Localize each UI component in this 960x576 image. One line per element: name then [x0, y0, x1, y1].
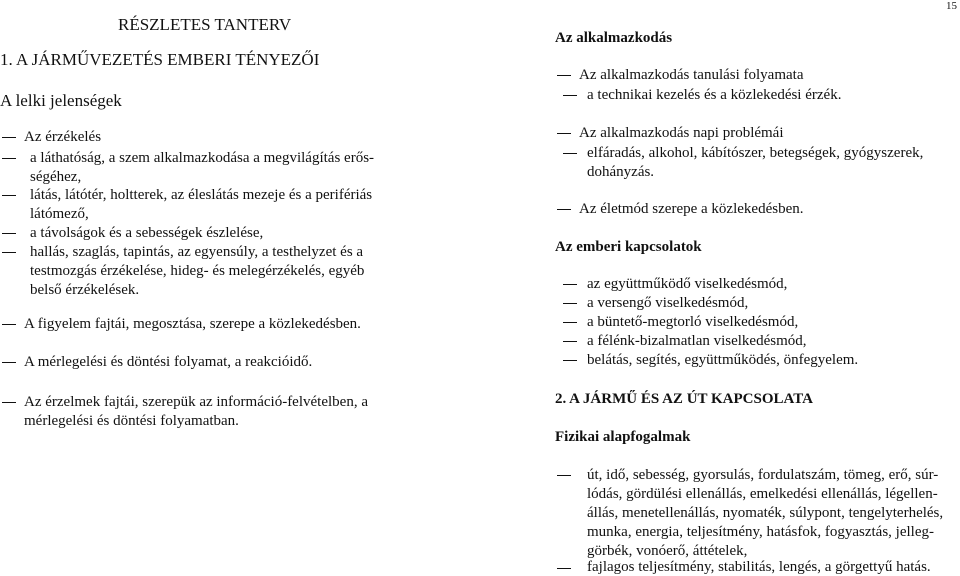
list-item: a távolságok és a sebességek észlelése,	[30, 225, 264, 241]
list-item-cont: munka, energia, teljesítmény, hatásfok, fogyasztás, jelleg-	[587, 524, 934, 540]
list-dash	[2, 233, 16, 234]
list-item-cont: látómező,	[30, 206, 89, 222]
document-title: RÉSZLETES TANTERV	[118, 15, 292, 34]
list-item-cont: görbék, vonóerő, áttételek,	[587, 543, 748, 559]
list-item-cont: ségéhez,	[30, 169, 82, 185]
list-item: Az érzelmek fajtái, szerepük az információ-felvételben, a	[24, 394, 368, 410]
list-dash	[557, 133, 571, 134]
list-item: A mérlegelési és döntési folyamat, a reakcióidő.	[24, 354, 313, 370]
section-title: A lelki jelenségek	[0, 91, 122, 110]
chapter-heading: 2. A JÁRMŰ ÉS AZ ÚT KAPCSOLATA	[555, 391, 813, 407]
list-item: látás, látótér, holtterek, az éleslátás mezeje és a perifériás	[30, 187, 373, 203]
list-dash	[563, 322, 577, 323]
section-heading: Az alkalmazkodás	[555, 30, 673, 46]
list-item: Az érzékelés	[24, 129, 102, 145]
list-item-cont: dohányzás.	[587, 164, 655, 180]
list-item-cont: lódás, gördülési ellenállás, emelkedési ellenállás, légellen-	[587, 486, 938, 502]
list-dash	[563, 341, 577, 342]
list-item: Az életmód szerepe a közlekedésben.	[579, 201, 804, 217]
list-item-cont: állás, menetellenállás, nyomaték, súlypont, tengelyterhelés,	[587, 505, 944, 521]
list-item: a büntető-megtorló viselkedésmód,	[587, 314, 799, 330]
list-item: az együttműködő viselkedésmód,	[587, 276, 788, 292]
page-number: 15	[946, 0, 957, 12]
list-item: a versengő viselkedésmód,	[587, 295, 749, 311]
list-item: a technikai kezelés és a közlekedési érzék.	[587, 87, 842, 103]
list-dash	[2, 362, 16, 363]
list-dash	[2, 252, 16, 253]
list-dash	[563, 95, 577, 96]
list-item-cont: testmozgás érzékelése, hideg- és melegérzékelés, egyéb	[30, 263, 365, 279]
section-heading: Az emberi kapcsolatok	[555, 239, 702, 255]
chapter-title: 1. A JÁRMŰVEZETÉS EMBERI TÉNYEZŐI	[0, 50, 320, 69]
section-heading: Fizikai alapfogalmak	[555, 429, 691, 445]
list-dash	[2, 324, 16, 325]
list-dash	[2, 158, 16, 159]
list-dash	[557, 568, 571, 569]
list-dash	[563, 153, 577, 154]
list-item: Az alkalmazkodás tanulási folyamata	[579, 67, 804, 83]
list-item: út, idő, sebesség, gyorsulás, fordulatszám, tömeg, erő, súr-	[587, 467, 939, 483]
list-item: a félénk-bizalmatlan viselkedésmód,	[587, 333, 807, 349]
list-dash	[563, 360, 577, 361]
list-item: elfáradás, alkohol, kábítószer, betegségek, gyógyszerek,	[587, 145, 924, 161]
list-dash	[557, 209, 571, 210]
list-item: A figyelem fajtái, megosztása, szerepe a közlekedésben.	[24, 316, 361, 332]
list-item: belátás, segítés, együttműködés, önfegyelem.	[587, 352, 859, 368]
list-dash	[2, 137, 16, 138]
list-dash	[563, 303, 577, 304]
list-dash	[563, 284, 577, 285]
list-item: Az alkalmazkodás napi problémái	[579, 125, 784, 141]
list-item-cont: belső érzékelések.	[30, 282, 140, 298]
list-dash	[2, 195, 16, 196]
list-item-cont: mérlegelési és döntési folyamatban.	[24, 413, 239, 429]
list-dash	[2, 402, 16, 403]
list-dash	[557, 475, 571, 476]
list-item: fajlagos teljesítmény, stabilitás, lengés, a görgettyű hatás.	[587, 559, 931, 575]
list-dash	[557, 75, 571, 76]
list-item: hallás, szaglás, tapintás, az egyensúly, a testhelyzet és a	[30, 244, 364, 260]
list-item: a láthatóság, a szem alkalmazkodása a megvilágítás erős-	[30, 150, 375, 166]
